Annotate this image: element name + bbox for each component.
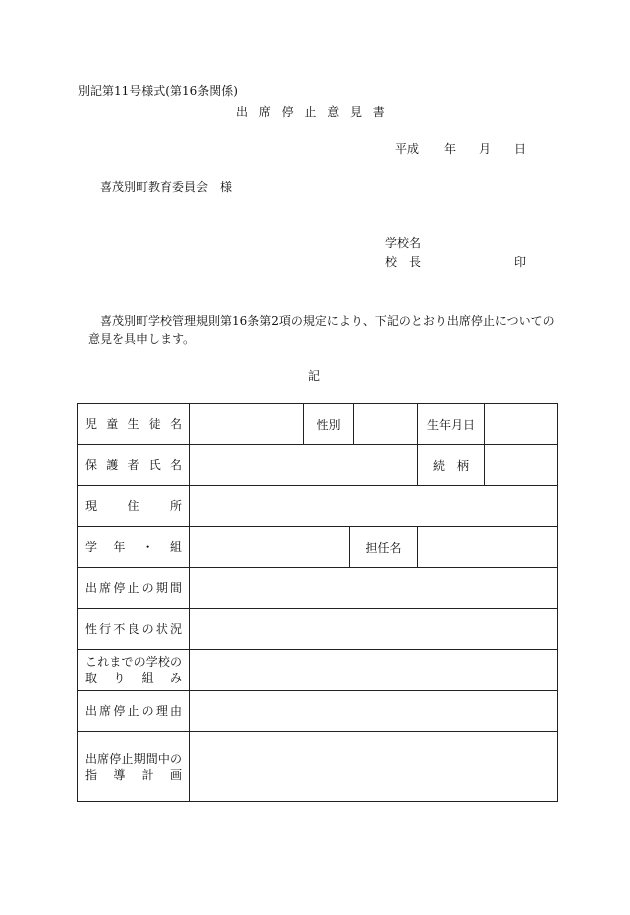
grade-class-label: 学年・組 bbox=[78, 527, 190, 568]
date-era: 平成 bbox=[395, 142, 420, 156]
student-name-cell[interactable] bbox=[190, 404, 304, 445]
row-student bbox=[78, 404, 558, 445]
misconduct-status-cell[interactable] bbox=[190, 609, 558, 650]
body-text-line-1: 喜茂別町学校管理規則第16条第2項の規定により、下記のとおり出席停止についての bbox=[100, 314, 555, 328]
guardian-name-label: 保護者氏名 bbox=[78, 445, 190, 486]
address-label: 現住所 bbox=[78, 486, 190, 527]
suspension-period-cell[interactable] bbox=[190, 568, 558, 609]
relationship-label: 続 柄 bbox=[418, 445, 485, 486]
birthdate-cell[interactable] bbox=[485, 404, 558, 445]
addressee: 喜茂別町教育委員会 様 bbox=[100, 180, 233, 194]
row-reason bbox=[78, 691, 558, 732]
grade-class-cell[interactable] bbox=[190, 527, 350, 568]
document-title: 出席停止意見書 bbox=[236, 105, 396, 119]
row-grade bbox=[78, 527, 558, 568]
address-cell[interactable] bbox=[190, 486, 558, 527]
guidance-plan-cell[interactable] bbox=[190, 732, 558, 802]
gender-cell[interactable] bbox=[354, 404, 418, 445]
form-table bbox=[77, 403, 558, 802]
row-guidance bbox=[78, 732, 558, 802]
body-text-line-2: 意見を具申します。 bbox=[88, 332, 196, 346]
ki-heading: 記 bbox=[308, 369, 321, 383]
row-misconduct bbox=[78, 609, 558, 650]
suspension-reason-label: 出席停止の理由 bbox=[78, 691, 190, 732]
date-year: 年 bbox=[444, 142, 457, 156]
misconduct-status-label: 性行不良の状況 bbox=[78, 609, 190, 650]
row-address bbox=[78, 486, 558, 527]
row-efforts bbox=[78, 650, 558, 691]
gender-label: 性別 bbox=[304, 404, 354, 445]
guidance-plan-label: 出席停止期間中の 指導計画 bbox=[78, 732, 190, 802]
guardian-name-cell[interactable] bbox=[190, 445, 418, 486]
student-name-label: 児童生徒名 bbox=[78, 404, 190, 445]
suspension-period-label: 出席停止の期間 bbox=[78, 568, 190, 609]
seal-label: 印 bbox=[514, 255, 527, 269]
row-guardian bbox=[78, 445, 558, 486]
row-period bbox=[78, 568, 558, 609]
date-day: 日 bbox=[514, 142, 527, 156]
birthdate-label: 生年月日 bbox=[418, 404, 485, 445]
date-month: 月 bbox=[479, 142, 492, 156]
school-efforts-cell[interactable] bbox=[190, 650, 558, 691]
school-name-label: 学校名 bbox=[385, 236, 422, 250]
form-number: 別記第11号様式(第16条関係) bbox=[78, 84, 238, 98]
suspension-reason-cell[interactable] bbox=[190, 691, 558, 732]
relationship-cell[interactable] bbox=[485, 445, 558, 486]
homeroom-teacher-label: 担任名 bbox=[350, 527, 418, 568]
school-efforts-label: これまでの学校の 取り組み bbox=[78, 650, 190, 691]
homeroom-teacher-cell[interactable] bbox=[418, 527, 558, 568]
principal-label: 校 長 bbox=[385, 255, 422, 269]
